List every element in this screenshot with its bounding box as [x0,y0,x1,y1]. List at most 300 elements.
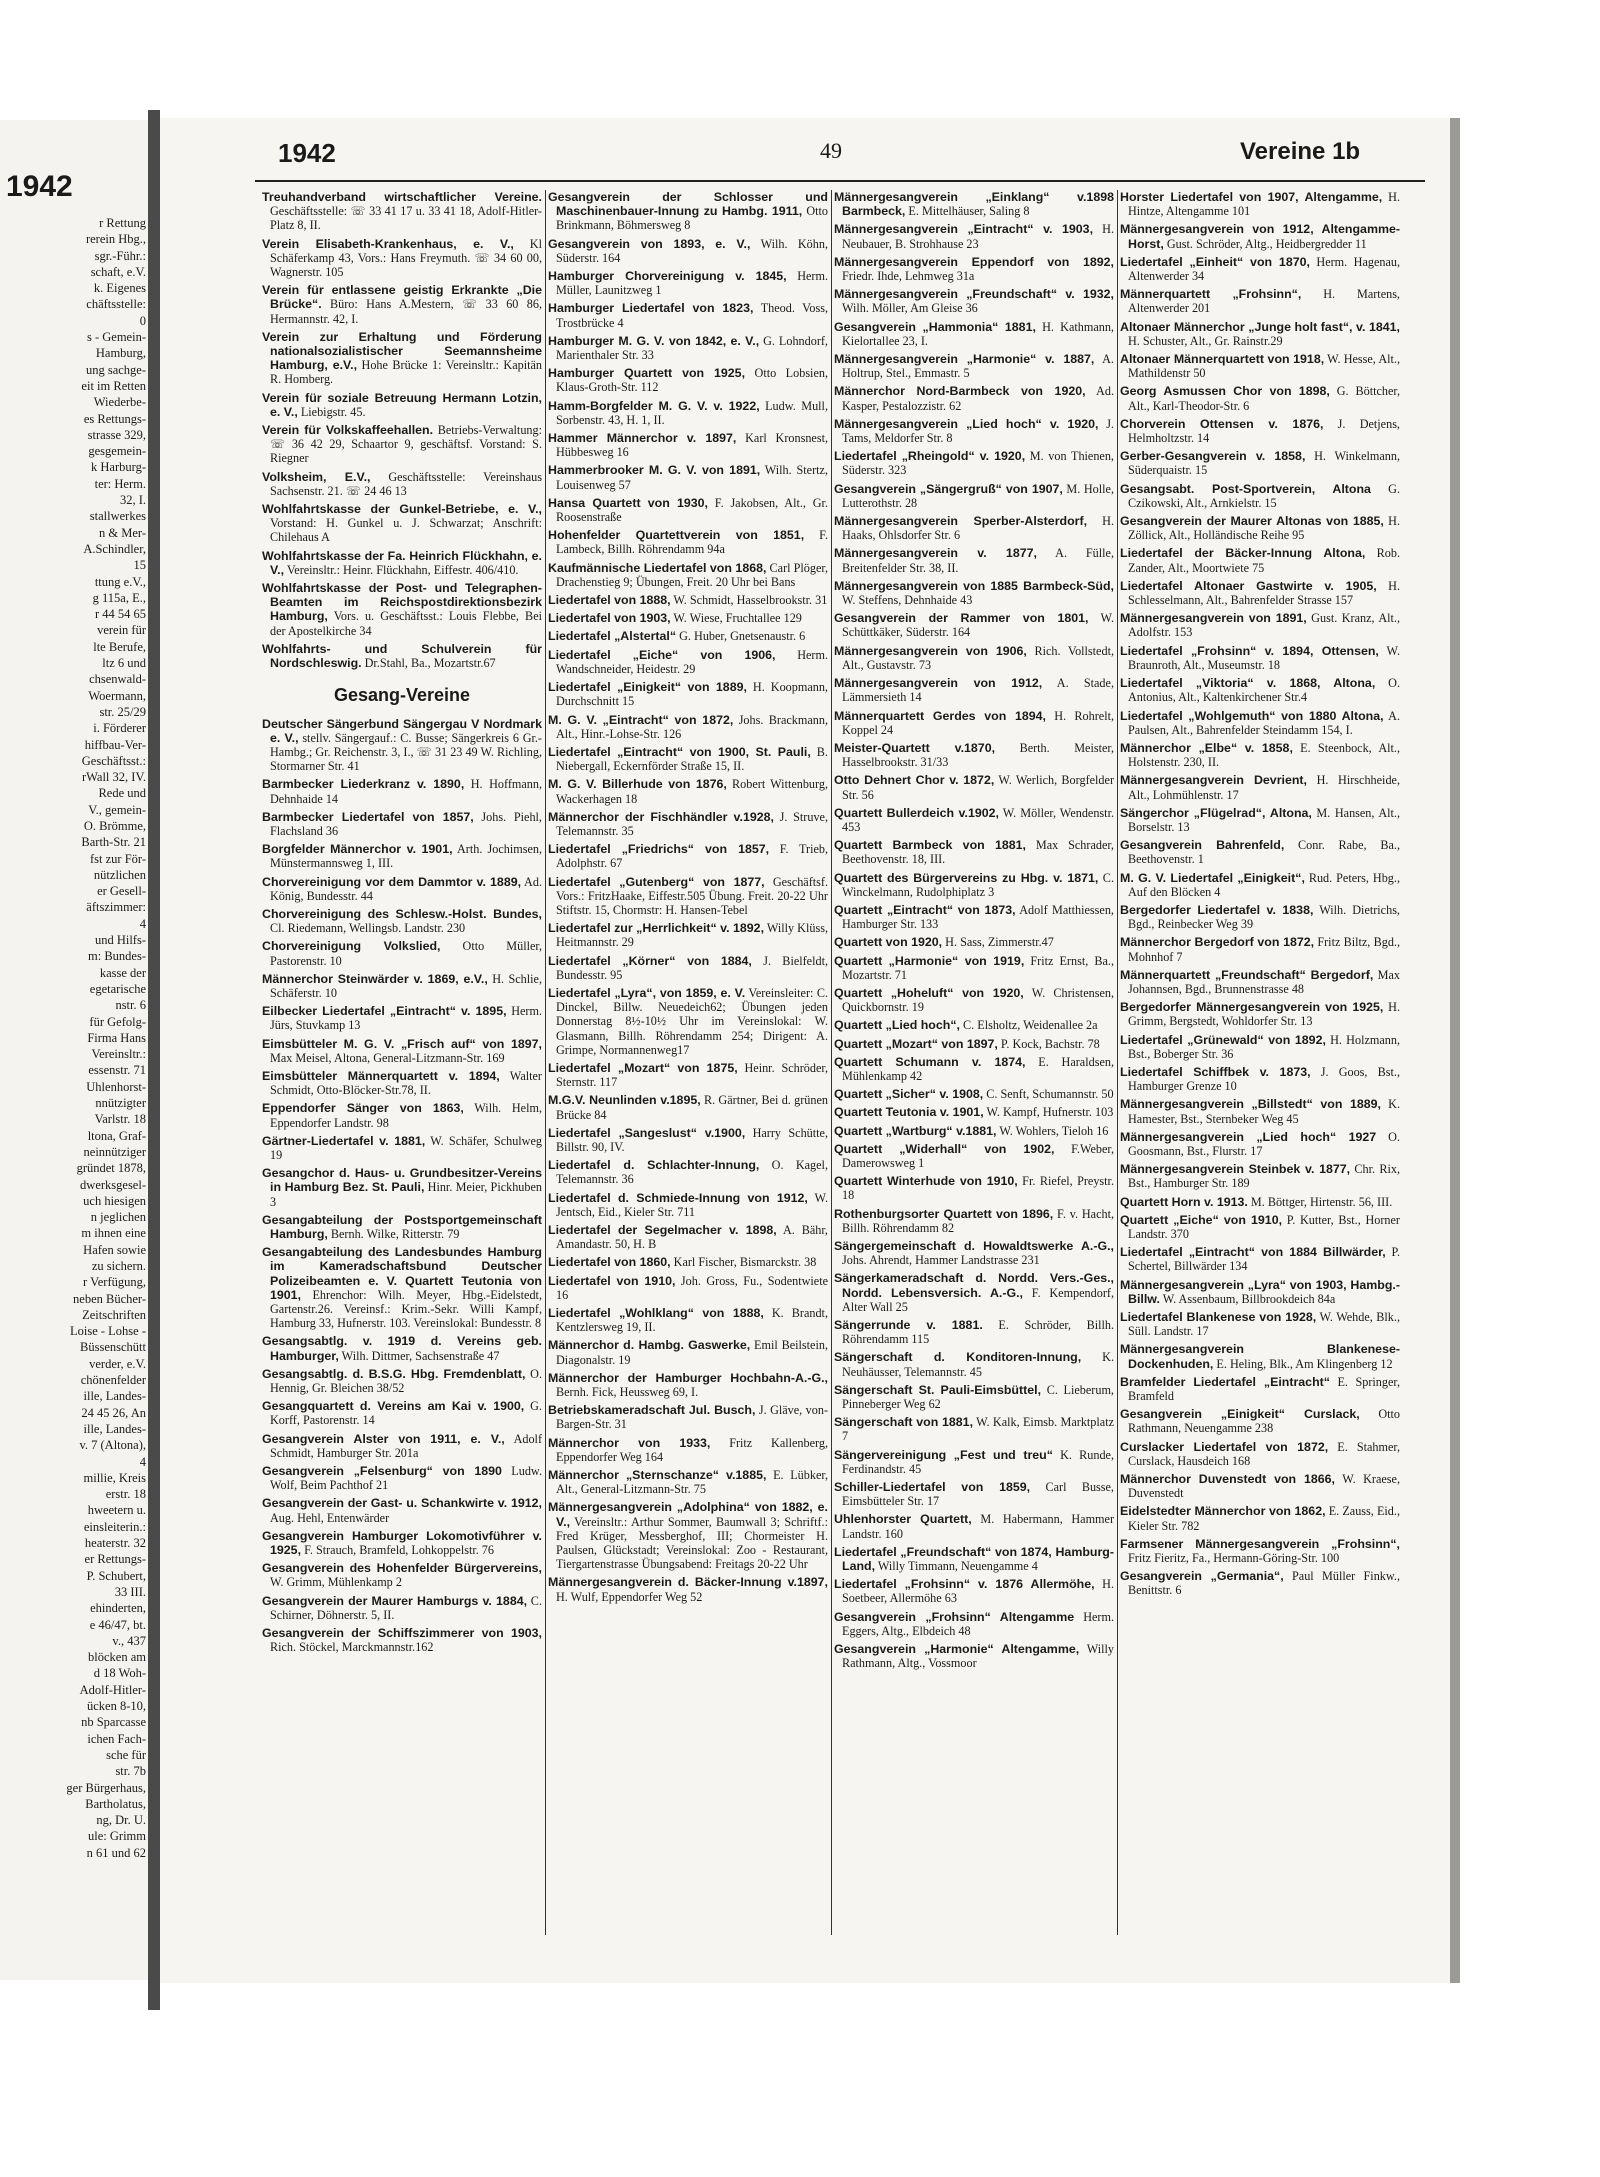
directory-entry [834,1448,1114,1476]
entry-details: H. Soetbeer, Allermöhe 63 [842,1577,1115,1606]
entry-details: A. Stade, Lämmersieth 14 [842,676,1114,705]
entry-details: H. Schlie, Schäferstr. 10 [270,971,543,1000]
left-page-line: n 61 und 62 [86,1845,146,1860]
left-page-line: ltz 6 und [102,656,146,671]
entry-name: Barmbecker Liederkranz v. 1890, [262,777,465,792]
entry-name: Quartett „Widerhall“ von 1902, [834,1141,1055,1156]
directory-entry [1120,287,1400,315]
directory-entry [834,320,1114,348]
entry-name: Liedertafel Schiffbek v. 1873, [1120,1064,1311,1079]
section-heading: Gesang-Vereine [333,685,471,706]
entry-name: Quartett Winterhude von 1910, [834,1174,1018,1189]
directory-entry [548,301,828,329]
entry-name: Männergesangverein „Lied hoch“ 1927 [1120,1129,1377,1144]
entry-name: Liedertafel von 1910, [548,1273,676,1288]
entry-details: B. Niebergall, Eckernförder Straße 15, II. [556,744,828,774]
page-year: 1942 [278,138,336,168]
entry-name: Quartett „Lied hoch“, [834,1018,960,1033]
left-page-line: chäftsstelle: [86,297,146,312]
entry-name: Gesangverein „Frohsinn“ Altengamme [834,1609,1075,1624]
entry-details: Willy Rathmann, Altg., Vossmoor [842,1642,1115,1671]
directory-entry [834,1105,1114,1119]
entry-name: Liedertafel von 1903, [548,611,671,626]
left-page-line: nstr. 6 [115,998,146,1013]
entry-name: Wohlfahrtskasse der Fa. Heinrich Flückhahn, e. V., [262,548,542,577]
entry-details: W. Kampf, Hufnerstr. 103 [983,1105,1114,1120]
left-page-line: rWall 32, IV. [81,770,146,785]
directory-entry [262,391,542,419]
entry-details: Heinr. Schröder, Sternstr. 117 [556,1060,828,1090]
directory-entry [262,907,542,935]
directory-entry [548,777,828,805]
entry-details: H. Schlesselmann, Alt., Bahrenfelder Strasse 157 [1128,578,1400,608]
entry-name: Liedertafel von 1860, [548,1255,671,1270]
entry-details: W. Möller, Wendenstr. 453 [842,805,1114,834]
entry-details: H. Hoffmann, Dehnhaide 14 [270,777,543,806]
directory-entry [262,1529,542,1557]
entry-name: Hammerbrooker M. G. V. von 1891, [548,463,761,478]
directory-entry [262,1334,542,1362]
directory-entry [548,810,828,838]
entry-details: P. Kock, Bachstr. 78 [997,1036,1100,1051]
entry-name: Chorvereinigung des Schlesw.-Holst. Bundes, [262,906,542,921]
directory-entry [548,1436,828,1464]
entry-name: Gesangverein der Schlosser und Maschinenbauer-Innung zu Hambg. 1911, [548,190,828,219]
left-page-line: nnützigter [95,1096,146,1111]
entry-details: A. Bähr, Amandastr. 50, H. B [556,1223,828,1252]
entry-name: Hamm-Borgfelder M. G. V. v. 1922, [548,398,760,413]
left-page-line: 0 [139,313,146,328]
directory-entry [1120,1213,1400,1241]
directory-entry [262,810,542,838]
entry-details: H. Haaks, Ohlsdorfer Str. 6 [842,514,1114,543]
entry-name: Chorverein Ottensen v. 1876, [1120,416,1324,431]
directory-entry [262,237,542,280]
entry-details: Chr. Rix, Bst., Hamburger Str. 189 [1128,1162,1400,1191]
entry-name: Quartett Schumann v. 1874, [834,1054,1026,1069]
entry-details: F. Kempendorf, Alter Wall 25 [842,1285,1114,1314]
directory-entry [1120,806,1400,834]
entry-name: Männerchor Nord-Barmbeck von 1920, [834,384,1086,399]
directory-entry [548,1371,828,1399]
directory-entry [548,269,828,297]
entry-name: Männergesangverein von 1912, [834,676,1043,691]
left-page-line: gründet 1878, [76,1161,146,1176]
left-page-line: d 18 Woh- [93,1666,146,1681]
entry-details: Vors. u. Geschäftsst.: Louis Flebbe, Bei der Apostelkirche 34 [270,609,542,638]
entry-details: J. Bielfeldt, Bundesstr. 95 [556,953,828,982]
entry-name: Gesangverein der Gast- u. Schankwirte v. 1912, [262,1496,542,1511]
entry-name: Wohlfahrts- und Schulverein für Nordschleswig. [262,641,542,671]
left-page-line: n & Mer- [99,525,146,540]
directory-entry [548,431,828,459]
entry-details: H. Sass, Zimmerstr.47 [942,935,1054,950]
left-page-line: k. Eigenes [93,281,146,296]
entry-details: J. Gläve, von-Bargen-Str. 31 [556,1403,828,1432]
entry-name: Farmsener Männergesangverein „Frohsinn“, [1120,1536,1400,1551]
entry-details: Carl Busse, Eimsbütteler Str. 17 [842,1480,1114,1509]
entry-details: Fr. Riefel, Preystr. 18 [842,1174,1114,1203]
directory-entry [1120,1097,1400,1125]
entry-name: Verein für Volkskaffeehallen. [262,423,434,438]
entry-name: Gesangverein „Einigkeit“ Curslack, [1120,1407,1360,1422]
directory-entry [834,514,1114,542]
left-page-line: dwerksgesel- [80,1177,146,1192]
entry-name: Männergesangverein „Lied hoch“ v. 1920, [834,416,1099,431]
left-page-line: Bartholatus, [85,1796,146,1811]
entry-details: Max Meisel, Altona, General-Litzmann-Str. 169 [270,1050,505,1065]
entry-details: C. Elsholtz, Weidenallee 2a [959,1018,1098,1033]
directory-entry [834,1239,1114,1267]
directory-entry [834,222,1114,250]
entry-name: Eimsbütteler M. G. V. „Frisch auf“ von 1897, [262,1036,542,1051]
directory-entry [1120,255,1400,283]
entry-details: Max Johannsen, Bgd., Brunnenstrasse 48 [1128,967,1401,996]
entry-details: Otto Lobsien, Klaus-Groth-Str. 112 [556,366,828,395]
directory-entry [262,777,542,805]
entry-details: Willy Timmann, Neuengamme 4 [875,1559,1038,1574]
directory-entry [262,549,542,577]
left-page-line: Uhlenhorst- [86,1079,146,1094]
entry-details: W. Wiese, Fruchtallee 129 [670,611,802,626]
entry-details: O. Goosmann, Bst., Flurstr. 17 [1128,1129,1400,1158]
directory-entry [834,482,1114,510]
left-page-line: stallwerkes [89,509,146,524]
entry-name: Gesangverein „Harmonie“ Altengamme, [834,1642,1080,1657]
entry-details: K. Hamester, Bst., Sternbeker Weg 45 [1128,1097,1400,1126]
left-page-line: ng, Dr. U. [96,1813,146,1828]
directory-entry [548,366,828,394]
entry-details: Wilh. Stertz, Louisenweg 57 [556,463,828,492]
entry-name: Gesangquartett d. Vereins am Kai v. 1900, [262,1399,525,1414]
entry-name: Männerchor „Sternschanze“ v.1885, [548,1468,767,1483]
left-page-line: r 44 54 65 [94,607,146,622]
entry-name: Gesangverein „Germania“, [1120,1569,1284,1584]
entry-details: Karl Fischer, Bismarckstr. 38 [670,1255,817,1270]
left-page-text [0,215,146,1861]
entry-name: Barmbecker Liedertafel von 1857, [262,809,474,824]
left-page-line: rerein Hbg., [85,232,146,247]
entry-details: Robert Wittenburg, Wackerhagen 18 [556,777,829,806]
left-page-line: für Gefolg- [89,1014,146,1029]
entry-name: Sängerchor „Flügelrad“, Altona, [1120,805,1312,820]
directory-entry [834,773,1114,801]
directory-entry [262,283,542,326]
entry-name: Gesangsabt. Post-Sportverein, Altona [1120,481,1371,496]
entry-name: Männergesangverein „Billstedt“ von 1889, [1120,1097,1381,1112]
directory-entry [548,1575,828,1603]
entry-name: Gesangverein „Hammonia“ 1881, [834,319,1036,334]
entry-name: Liedertafel „Eintracht“ von 1884 Billwärder, [1120,1245,1386,1260]
left-page-line: und Hilfs- [94,933,146,948]
directory-entry [1120,417,1400,445]
entry-details: W. Schmidt, Hasselbrookstr. 31 [670,593,828,608]
left-page-line: str. 7b [115,1764,146,1779]
entry-name: Eidelstedter Männerchor von 1862, [1120,1504,1326,1519]
entry-details: W. Werlich, Borgfelder Str. 56 [842,773,1114,802]
left-page-line: schaft, e.V. [90,264,146,279]
directory-entry [262,1134,542,1162]
left-page-line: zu sichern. [91,1259,146,1273]
left-page-line: O. Brömme, [83,818,146,833]
directory-entry [1120,352,1400,380]
entry-details: Emil Beilstein, Diagonalstr. 19 [556,1338,828,1367]
entry-name: Gesangverein „Felsenburg“ von 1890 [262,1464,502,1479]
entry-details: A. Holtrup, Stel., Emmastr. 5 [842,352,1114,381]
entry-details: E. Steenbock, Alt., Holstenstr. 230, II. [1128,740,1400,770]
directory-entry [1120,1245,1400,1273]
directory-entry [548,713,828,741]
entry-details: Wilh. Helm, Eppendorfer Landstr. 98 [270,1101,542,1130]
entry-name: Sängerkameradschaft d. Nordd. Vers.-Ges., Nordd. Lebensversich. A.-G., [834,1271,1114,1300]
left-page-line: Rede und [98,786,146,801]
entry-details: W. Kraese, Duvenstedt [1128,1472,1401,1501]
entry-name: Quartett Bullerdeich v.1902, [834,805,999,820]
entry-details: F. Lambeck, Billh. Röhrendamm 94a [556,528,828,557]
left-page-year: 1942 [6,170,73,203]
entry-name: Gesangverein der Maurer Altonas von 1885, [1120,514,1384,529]
entry-details: W. Braunroth, Alt., Museumstr. 18 [1128,643,1400,672]
entry-details: W. Grimm, Mühlenkamp 2 [270,1575,402,1590]
left-page-line: Geschäftsst.: [81,753,146,768]
entry-name: Männergesangverein von 1912, Altengamme-Horst, [1120,222,1400,251]
directory-entry [834,190,1114,218]
directory-entry [834,1271,1114,1314]
entry-name: Eimsbütteler Männerquartett v. 1894, [262,1068,500,1083]
entry-details: R. Gärtner, Bei d. grünen Brücke 84 [556,1093,828,1122]
directory-entry [262,875,542,903]
entry-details: Ehrenchor: Wilh. Meyer, Hbg.-Eidelstedt, Gartenstr.26. Vereinsf.: Krim.-Sekr. Willi Kampf, Hamburg 33, Hufnerstr. 103. Vereinslokal: Bundesstr. 8 [270,1287,542,1331]
left-page-line: uch hiesigen [83,1193,146,1208]
directory-entry [262,972,542,1000]
left-page-line: k Harburg- [91,460,146,475]
left-page-line: ltona, Graf- [87,1128,146,1143]
left-page-line: Hafen sowie [83,1242,146,1257]
entry-details: H. Hirschheide, Alt., Lohmühlenstr. 17 [1128,773,1400,802]
directory-entry [548,954,828,982]
entry-name: M. G. V. Liedertafel „Einigkeit“, [1120,870,1305,885]
directory-entry [834,1383,1114,1411]
entry-details: E. Schröder, Billh. Röhrendamm 115 [842,1318,1114,1347]
entry-name: Liedertafel „Mozart“ von 1875, [548,1060,738,1075]
entry-name: Liedertafel von 1888, [548,593,671,608]
directory-entry [834,871,1114,899]
entry-details: Herm. Müller, Launitzweg 1 [556,269,828,298]
entry-details: W. Steffens, Dehnhaide 43 [842,593,973,608]
entry-name: Quartett „Hoheluft“ von 1920, [834,985,1024,1000]
directory-entry [834,986,1114,1014]
directory-entry [548,1500,828,1571]
entry-details: Willy Klüss, Heitmannstr. 29 [556,921,828,950]
entry-name: Männerchor der Hamburger Hochbahn-A.-G., [548,1370,828,1385]
directory-entry [1120,514,1400,542]
entry-name: Gerber-Gesangverein v. 1858, [1120,449,1306,464]
left-page-line: kasse der [99,965,146,980]
entry-details: Ad. Kasper, Pestalozzistr. 62 [842,384,1114,413]
directory-entry [548,1158,828,1186]
entry-details: W. Kalk, Eimsb. Marktplatz 7 [842,1415,1114,1444]
entry-name: Bergedorfer Männergesangverein von 1925, [1120,1000,1384,1015]
entry-name: Rothenburgsorter Quartett von 1896, [834,1206,1054,1221]
directory-entry [262,939,542,967]
entry-name: Meister-Quartett v.1870, [834,740,996,755]
entry-details: G. Czikowski, Alt., Arnkielstr. 15 [1128,481,1400,510]
entry-name: Liedertafel „Eintracht“ von 1900, St. Pauli, [548,744,811,759]
directory-entry [834,806,1114,834]
directory-entry [262,1399,542,1427]
directory-entry [1120,1000,1400,1028]
directory-entry [834,352,1114,380]
left-page-line: es Rettungs- [83,411,146,426]
entry-name: Hamburger M. G. V. von 1842, e. V., [548,333,760,348]
directory-entry [1120,611,1400,639]
column-divider [1117,190,1118,1935]
entry-name: Männerchor Bergedorf von 1872, [1120,935,1315,950]
entry-details: A. Paulsen, Alt., Bahrenfelder Steindamm 154, I. [1128,708,1400,737]
directory-entry [834,384,1114,412]
directory-entry [1120,579,1400,607]
entry-details: Liebigstr. 45. [297,404,366,419]
entry-name: Altonaer Männerchor „Junge holt fast“, v. 1841, [1120,319,1400,334]
entry-name: Wohlfahrtskasse der Gunkel-Betriebe, e. V., [262,502,542,517]
entry-name: Männergesangverein „Harmonie“ v. 1887, [834,352,1095,367]
left-page-line: er Gesell- [97,884,146,899]
entry-details: Vereinsleiter: C. Dinckel, Billw. Neuedeich62; Übungen jeden Donnerstag 8½-10½ Uhr im Vereinslokal: W. Glasmann, Billh. Röhrendamm 254; Dirigent: A. Grimpe, Normannenweg17 [556,985,828,1057]
entry-details: Berth. Meister, Hasselbrookstr. 31/33 [842,740,1114,770]
directory-entry [548,463,828,491]
entry-details: Karl Kronsnest, Hübbesweg 16 [556,431,829,460]
directory-entry [1120,741,1400,769]
entry-details: Aug. Hehl, Entenwärder [270,1510,390,1525]
entry-name: Liedertafel „Körner“ von 1884, [548,953,752,968]
left-page-line: hiffbau-Ver- [84,737,146,752]
entry-name: Gesangverein von 1893, e. V., [548,236,751,251]
directory-entry [548,1338,828,1366]
entry-details: M. von Thienen, Süderstr. 323 [842,449,1114,478]
directory-entry [834,1545,1114,1573]
entry-details: W. Wohlers, Tieloh 16 [996,1123,1109,1138]
directory-entry [262,1594,542,1622]
directory-entry [548,986,828,1057]
entry-details: O. Antonius, Alt., Kaltenkirchener Str.4 [1128,676,1400,705]
directory-entry [548,1126,828,1154]
entry-details: Wilh. Möller, Am Gleise 36 [842,301,978,316]
left-page-line: äftszimmer: [86,900,146,915]
page-gutter [148,110,160,2010]
directory-entry [834,1642,1114,1670]
directory-entry [1120,1065,1400,1093]
entry-details: Rich. Vollstedt, Alt., Gustavstr. 73 [842,643,1114,672]
left-page-line: lte Berufe, [93,639,146,654]
directory-entry [834,1610,1114,1638]
entry-details: P. Schertel, Billwärder 134 [1128,1245,1400,1274]
left-page-line: verein für [97,623,146,638]
left-page-line: ichen Fach- [87,1731,146,1746]
left-page-line: sche für [106,1747,146,1762]
left-page-line: Hamburg, [95,346,146,361]
left-page-line: g 115a, E., [92,590,146,605]
left-page-line: nützlichen [93,867,146,882]
directory-entry [834,1577,1114,1605]
entry-name: Liedertafel „Frohsinn“ v. 1876 Allermöhe, [834,1577,1095,1592]
directory-entry [1120,1130,1400,1158]
entry-name: M. G. V. Billerhude von 1876, [548,777,727,792]
entry-name: Männerquartett „Frohsinn“, [1120,287,1302,302]
left-page-line: hweetern u. [87,1503,146,1518]
entry-name: Männergesangverein Devrient, [1120,773,1307,788]
entry-name: Gesangverein der Schiffszimmerer von 1903, [262,1626,542,1641]
directory-entry [1120,838,1400,866]
entry-name: Sängerschaft St. Pauli-Eimsbüttel, [834,1382,1042,1397]
directory-entry [834,838,1114,866]
left-page-line: 32, I. [119,493,146,508]
entry-name: Horster Liedertafel von 1907, Altengamme, [1120,190,1383,204]
directory-entry [834,546,1114,574]
entry-name: Hansa Quartett von 1930, [548,495,708,510]
directory-entry [262,717,542,774]
directory-entry [1120,1407,1400,1435]
entry-name: Otto Dehnert Chor v. 1872, [834,773,995,788]
entry-name: Quartett des Bürgervereins zu Hbg. v. 1871, [834,870,1099,885]
left-page-line: egetarische [89,981,146,996]
entry-details: Kl Schäferkamp 43, Vors.: Hans Freymuth. ☏ 34 60 00, Wagnerstr. 105 [270,236,542,280]
entry-details: Wilh. Köhn, Süderstr. 164 [556,236,829,265]
directory-entry [262,190,542,233]
left-page-line: er Rettungs- [84,1552,146,1567]
directory-entry [834,741,1114,769]
left-page-line: m: Bundes- [88,949,146,964]
entry-details: M. Böttger, Hirtenstr. 56, III. [1247,1194,1393,1209]
directory-entry [834,1087,1114,1101]
entry-name: Eilbecker Liedertafel „Eintracht“ v. 1895, [262,1004,507,1019]
left-page-line: 33 III. [114,1584,146,1599]
entry-details: Rud. Peters, Hbg., Auf den Blöcken 4 [1128,870,1400,899]
directory-entry [1120,1033,1400,1061]
entry-details: Betriebs-Verwaltung: ☏ 36 42 29, Schaartor 9, geschäftsf. Vorstand: S. Riegner [270,423,542,466]
entry-name: Männergesangverein Eppendorf von 1892, [834,254,1114,269]
entry-details: Herm. Hagenau, Altenwerder 34 [1128,254,1400,284]
left-page-line: n jeglichen [90,1210,146,1225]
entry-details: Johs. Brackmann, Alt., Hinr.-Lohse-Str. 126 [556,712,828,741]
entry-name: Männergesangverein „Adolphina“ von 1882, e. V., [548,1500,828,1529]
left-page-line: essenstr. 71 [88,1063,146,1078]
directory-entry [1120,384,1400,412]
entry-name: Männerquartett Gerdes von 1894, [834,708,1046,723]
entry-details: Otto Brinkmann, Böhmersweg 8 [556,204,828,233]
entry-details: H. Schuster, Alt., Gr. Rainstr.29 [1128,333,1283,348]
entry-details: Bernh. Fick, Heussweg 69, I. [556,1385,699,1400]
left-page-line: s - Gemein- [86,330,146,345]
directory-entry [834,1018,1114,1032]
entry-details: M. Holle, Lutterothstr. 28 [842,481,1114,510]
directory-entry [548,745,828,773]
column-4 [1120,190,1400,1602]
entry-details: Dr.Stahl, Ba., Mozartstr.67 [361,656,496,671]
entry-details: O. Kagel, Telemannstr. 36 [556,1158,828,1187]
entry-name: Liedertafel „Grünewald“ von 1892, [1120,1032,1326,1047]
entry-name: Gesangverein Hamburger Lokomotivführer v. 1925, [262,1528,542,1558]
entry-name: Gärtner-Liedertafel v. 1881, [262,1133,426,1148]
left-page-line: ter: Herm. [94,476,146,491]
entry-name: Quartett Horn v. 1913. [1120,1194,1248,1209]
entry-details: J. Tams, Meldorfer Str. 8 [842,416,1114,446]
left-page-line: ule: Grimm [88,1829,146,1844]
directory-entry [548,611,828,625]
entry-details: W. Jentsch, Eid., Kieler Str. 711 [556,1190,828,1219]
left-page-line: r Rettung [99,216,146,230]
left-page-line: ille, Landes- [83,1389,146,1404]
entry-details: G. Lohndorf, Marienthaler Str. 33 [556,333,828,363]
